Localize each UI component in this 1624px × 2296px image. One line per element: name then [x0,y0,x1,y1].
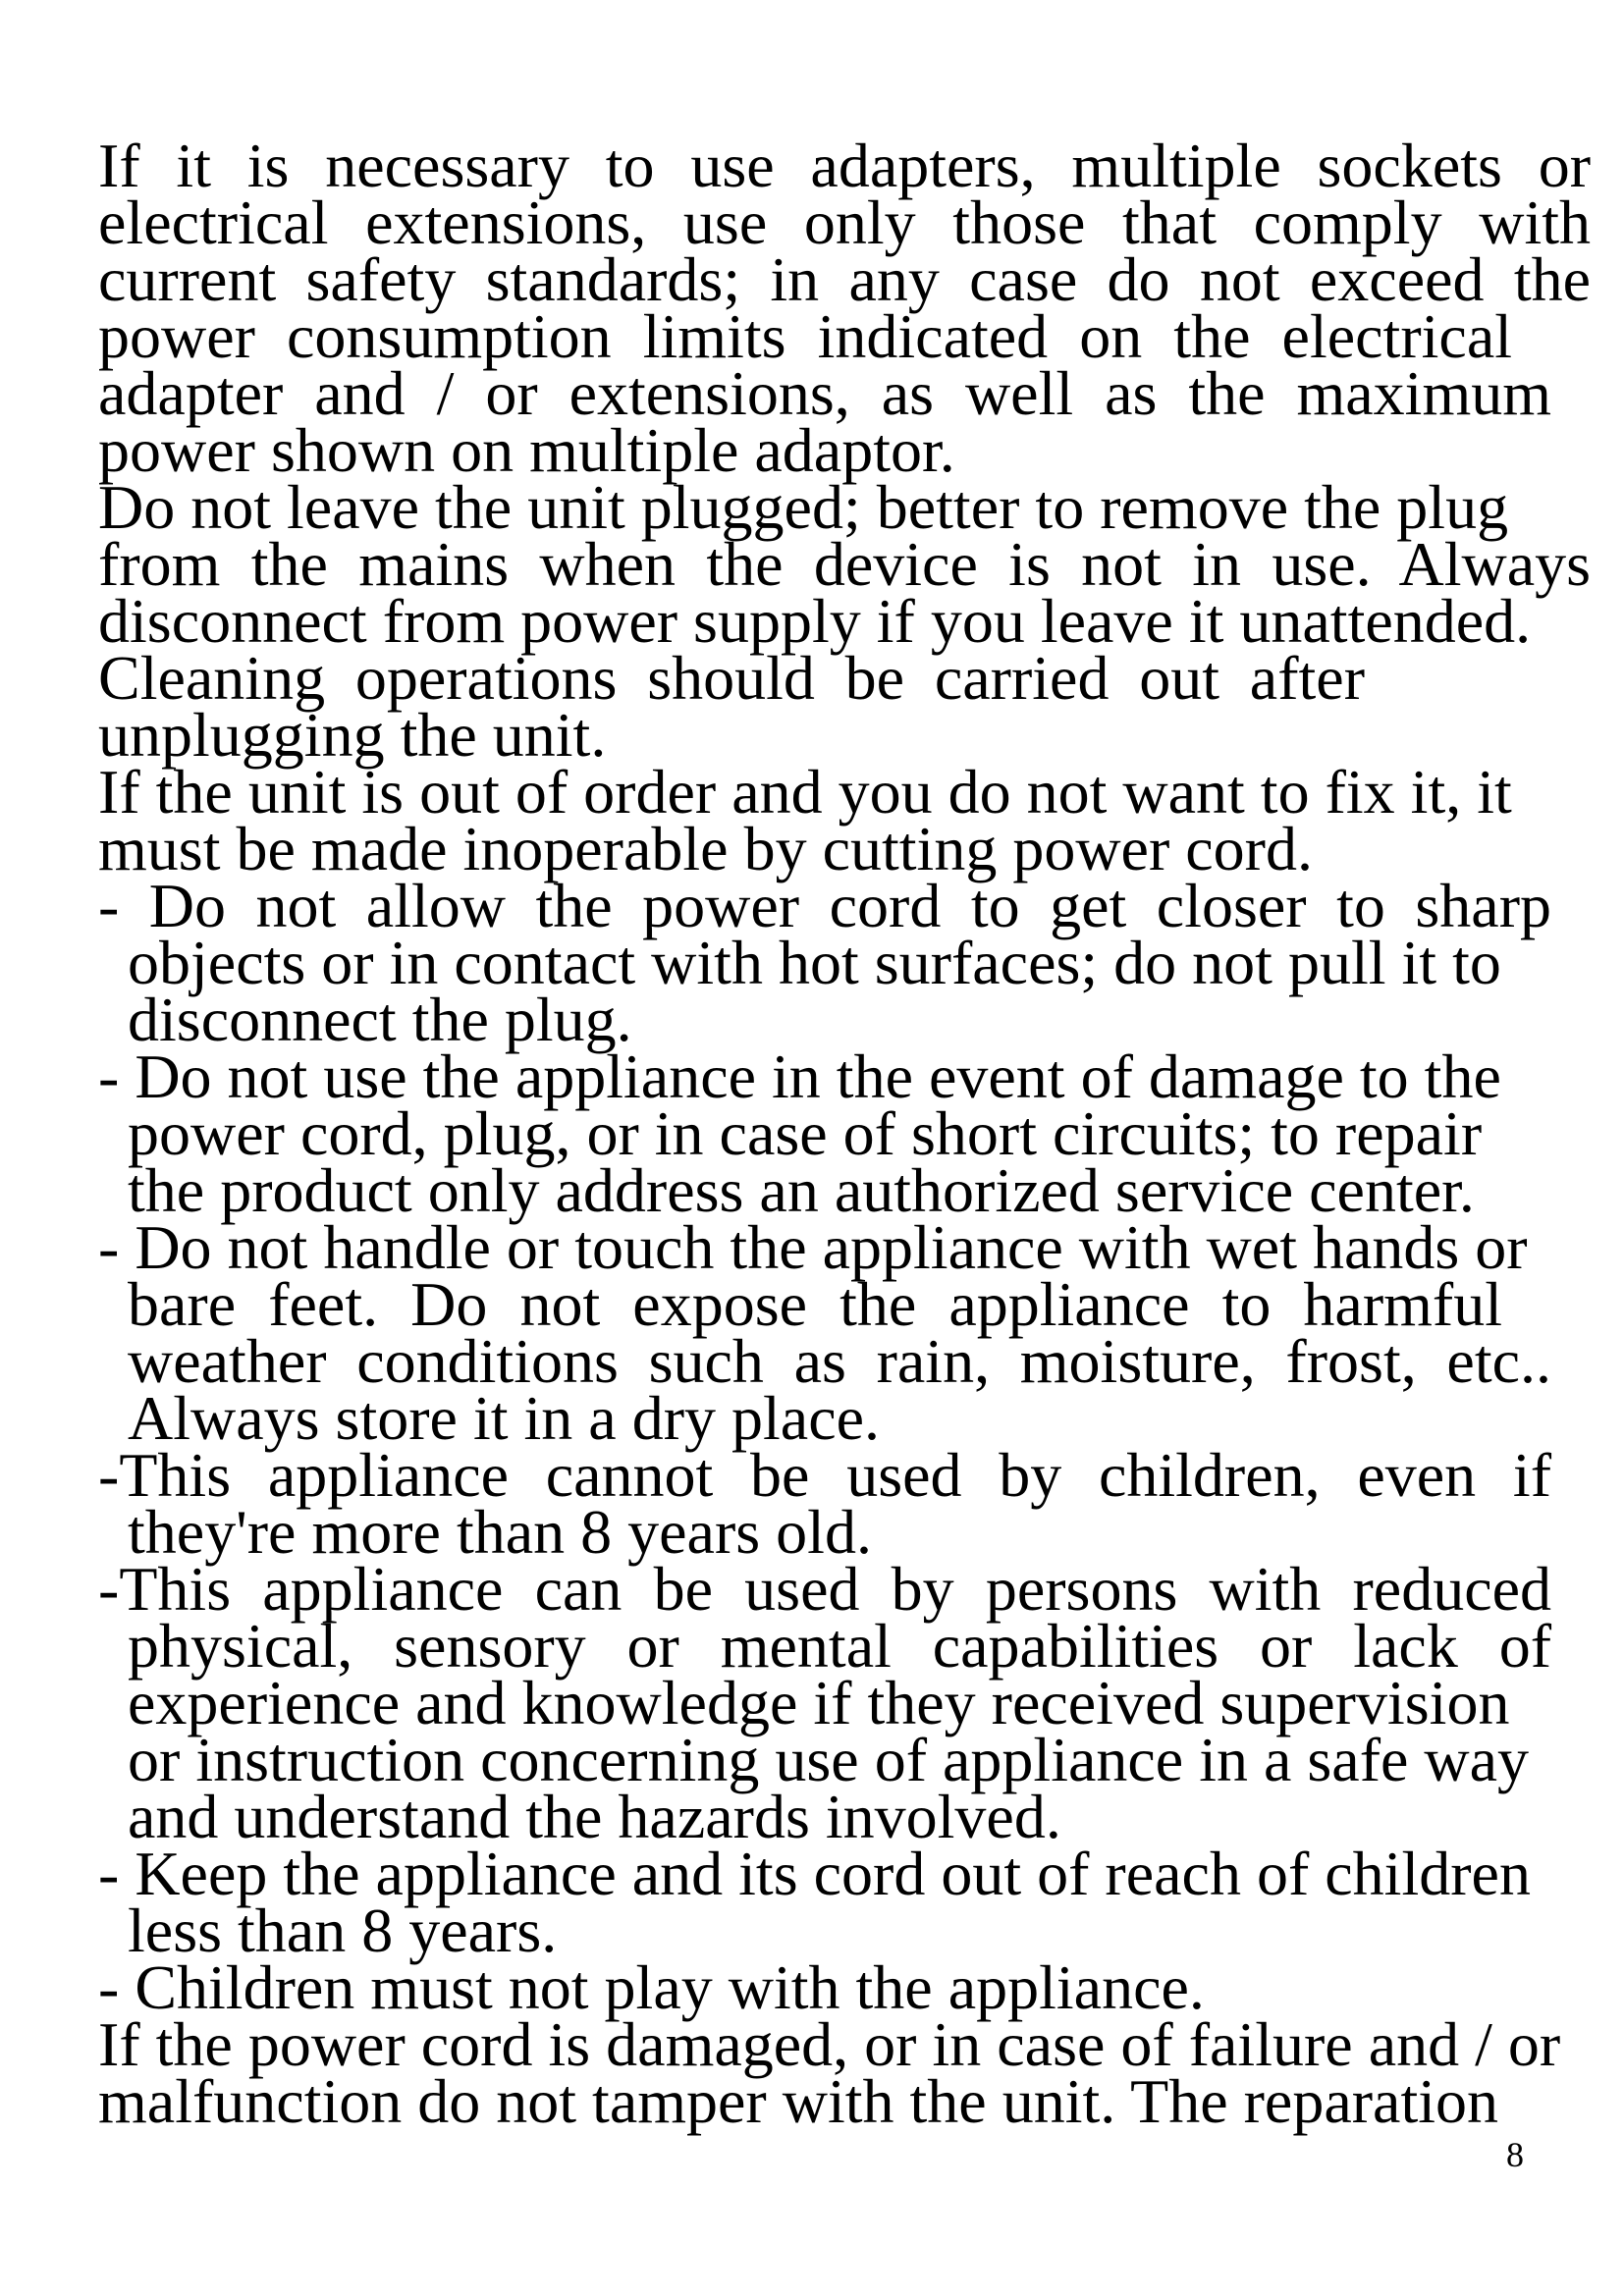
text-line-16: disconnect the plug. [128,985,632,1054]
text-line-22: weather conditions such as rain, moisture, frost, etc.. [128,1326,1551,1396]
text-line-15: objects or in contact with hot surfaces; do not pull it to [128,928,1501,997]
text-line-1: If it is necessary to use adapters, multiple sockets or [98,131,1591,200]
body-text [98,131,1591,2136]
text-line-3: current safety standards; in any case do not exceed the [98,244,1591,314]
text-line-8: from the mains when the device is not in use. Always [98,529,1591,599]
text-line-21: bare feet. Do not expose the appliance to harmful [128,1269,1502,1339]
text-line-25: they're more than 8 years old. [128,1497,872,1567]
text-line-30: and understand the hazards involved. [128,1782,1061,1851]
text-line-12: If the unit is out of order and you do not want to fix it, it [98,757,1512,827]
text-line-4: power consumption limits indicated on the electrical [98,301,1512,371]
text-line-29: or instruction concerning use of appliance in a safe way [128,1725,1530,1794]
page-number: 8 [1506,2135,1524,2174]
text-line-26: -This appliance can be used by persons with reduced [98,1554,1551,1624]
text-line-9: disconnect from power supply if you leave it unattended. [98,586,1532,656]
text-line-27: physical, sensory or mental capabilities or lack of [128,1611,1551,1681]
text-line-2: electrical extensions, use only those that comply with [98,187,1591,257]
text-line-33: - Children must not play with the appliance. [98,1952,1205,2022]
text-line-18: power cord, plug, or in case of short circuits; to repair [128,1098,1483,1168]
text-line-17: - Do not use the appliance in the event of damage to the [98,1041,1501,1111]
text-line-19: the product only address an authorized service center. [128,1155,1475,1225]
text-line-13: must be made inoperable by cutting power cord. [98,814,1313,883]
text-line-24: -This appliance cannot be used by children, even if [98,1440,1551,1510]
text-line-14: - Do not allow the power cord to get closer to sharp [98,871,1551,940]
text-line-31: - Keep the appliance and its cord out of reach of children [98,1839,1531,1908]
text-line-5: adapter and / or extensions, as well as the maximum [98,358,1551,428]
text-line-11: unplugging the unit. [98,700,607,770]
text-line-7: Do not leave the unit plugged; better to remove the plug [98,472,1509,542]
text-line-10: Cleaning operations should be carried out after [98,643,1365,713]
text-line-32: less than 8 years. [128,1896,558,1965]
text-line-35: malfunction do not tamper with the unit. The reparation [98,2066,1498,2136]
text-line-20: - Do not handle or touch the appliance with wet hands or [98,1212,1528,1282]
text-line-34: If the power cord is damaged, or in case of failure and / or [98,2009,1561,2079]
text-line-28: experience and knowledge if they received supervision [128,1668,1510,1737]
text-line-6: power shown on multiple adaptor. [98,415,955,485]
text-line-23: Always store it in a dry place. [128,1383,880,1453]
